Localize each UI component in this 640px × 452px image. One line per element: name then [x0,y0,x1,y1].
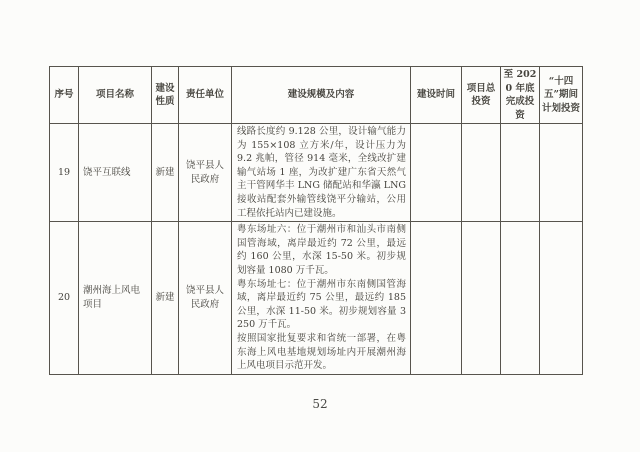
cell-build-time [411,222,462,375]
table-row [50,124,583,222]
cell-project-name: 潮州海上风电项目 [79,222,152,375]
cell-project-name: 饶平互联线 [79,124,152,222]
cell-responsible-unit: 饶平县人民政府 [179,124,232,222]
cell-plan-14-5 [540,222,583,375]
header-project-name: 项目名称 [79,67,152,124]
cell-completed-by-2020 [501,222,540,375]
header-plan-14-5: “十四五”期间计划投资 [540,67,583,124]
content-paragraph: 线路长度约 9.128 公里，设计输气能力为 155×108 立方米/年，设计压力为 9.2 兆帕，管径 914 毫米，全线改扩建输气站场 1 座，为改扩建广东省天然气主干管网华丰 LNG 储配站和华瀛 LNG 接收站配套外输管线饶平分输站，公用工程依托站内已建设施。 [237,126,406,219]
cell-plan-14-5 [540,124,583,222]
cell-build-time [411,124,462,222]
cell-total-investment [462,222,501,375]
cell-scale-content [232,124,411,222]
header-build-time: 建设时间 [411,67,462,124]
projects-table [49,66,583,375]
cell-completed-by-2020 [501,124,540,222]
cell-construction-nature: 新建 [152,222,179,375]
header-total-investment: 项目总投资 [462,67,501,124]
content-paragraph: 粤东场址六：位于潮州市和汕头市南侧国管海域，离岸最近约 72 公里，最远约 160 公里，水深 15-50 米。初步规划容量 1080 万千瓦。 [237,224,406,276]
content-paragraph: 粤东场址七：位于潮州市东南侧国管海域，离岸最近约 75 公里，最远约 185 公里，水深 11-50 米。初步规划容量 3250 万千瓦。 [237,278,406,331]
header-construction-nature: 建设性质 [152,67,179,124]
cell-construction-nature: 新建 [152,124,179,222]
table-header-row [50,67,583,124]
table-row [50,222,583,375]
page-number: 52 [312,397,328,411]
cell-scale-content [232,222,411,375]
header-scale-content: 建设规模及内容 [232,67,411,124]
header-completed-by-2020: 至 2020 年底完成投资 [501,67,540,124]
header-responsible-unit: 责任单位 [179,67,232,124]
cell-seq: 20 [50,222,79,375]
header-seq: 序号 [50,67,79,124]
content-paragraph: 按照国家批复要求和省统一部署，在粤东海上风电基地规划场址内开展潮州海上风电项目示范开发。 [237,332,406,372]
cell-total-investment [462,124,501,222]
cell-seq: 19 [50,124,79,222]
cell-responsible-unit: 饶平县人民政府 [179,222,232,375]
